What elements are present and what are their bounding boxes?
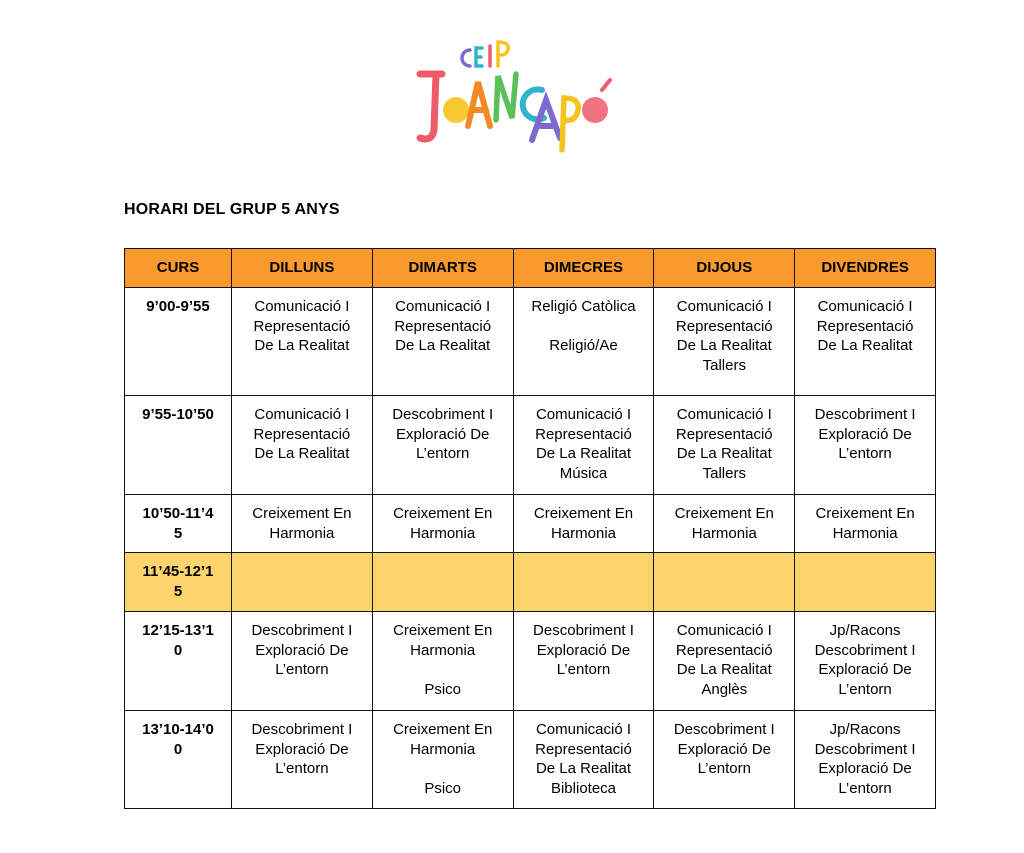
school-logo: [412, 38, 617, 156]
header-dilluns: DILLUNS: [232, 249, 373, 288]
schedule-cell: Descobriment I Exploració De L’entorn: [513, 612, 654, 711]
schedule-cell: Jp/Racons Descobriment I Exploració De L’entorn: [795, 612, 936, 711]
schedule-cell: [795, 553, 936, 612]
header-dimarts: DIMARTS: [372, 249, 513, 288]
schedule-cell: Comunicació I Representació De La Realitat: [232, 396, 373, 495]
header-dimecres: DIMECRES: [513, 249, 654, 288]
schedule-cell: Comunicació I Representació De La Realitat: [372, 288, 513, 396]
schedule-cell: Comunicació I Representació De La Realitat Anglès: [654, 612, 795, 711]
table-row: [125, 396, 936, 495]
schedule-cell: Descobriment I Exploració De L’entorn: [654, 711, 795, 809]
schedule-cell: Descobriment I Exploració De L’entorn: [232, 612, 373, 711]
schedule-cell: Comunicació I Representació De La Realitat Música: [513, 396, 654, 495]
schedule-cell: Comunicació I Representació De La Realitat: [232, 288, 373, 396]
schedule-cell: Comunicació I Representació De La Realitat Tallers: [654, 396, 795, 495]
schedule-cell: Descobriment I Exploració De L’entorn: [372, 396, 513, 495]
header-row: [125, 249, 936, 288]
schedule-cell: [654, 553, 795, 612]
schedule-cell: Creixement En Harmonia: [513, 495, 654, 553]
schedule-cell: Creixement En Harmonia: [795, 495, 936, 553]
schedule-cell: Descobriment I Exploració De L’entorn: [232, 711, 373, 809]
time-cell: 13’10-14’0 0: [125, 711, 232, 809]
time-cell: 10’50-11’4 5: [125, 495, 232, 553]
schedule-cell: Creixement En Harmonia: [372, 495, 513, 553]
schedule-cell: Descobriment I Exploració De L’entorn: [795, 396, 936, 495]
break-row: [125, 553, 936, 612]
table-row: [125, 288, 936, 396]
time-cell: 12’15-13’1 0: [125, 612, 232, 711]
schedule-cell: Creixement En Harmonia Psico: [372, 612, 513, 711]
schedule-cell: [232, 553, 373, 612]
schedule-cell: Religió Catòlica Religió/Ae: [513, 288, 654, 396]
header-divendres: DIVENDRES: [795, 249, 936, 288]
schedule-table: [124, 248, 936, 809]
table-row: [125, 612, 936, 711]
schedule-cell: Creixement En Harmonia: [654, 495, 795, 553]
time-cell: 9’00-9’55: [125, 288, 232, 396]
header-curs: CURS: [125, 249, 232, 288]
schedule-cell: Comunicació I Representació De La Realitat Tallers: [654, 288, 795, 396]
header-dijous: DIJOUS: [654, 249, 795, 288]
schedule-cell: Comunicació I Representació De La Realitat: [795, 288, 936, 396]
time-cell: 11’45-12’1 5: [125, 553, 232, 612]
schedule-cell: Creixement En Harmonia Psico: [372, 711, 513, 809]
schedule-cell: [372, 553, 513, 612]
schedule-cell: Comunicació I Representació De La Realitat Biblioteca: [513, 711, 654, 809]
schedule-cell: Jp/Racons Descobriment I Exploració De L’entorn: [795, 711, 936, 809]
schedule-cell: Creixement En Harmonia: [232, 495, 373, 553]
time-cell: 9’55-10’50: [125, 396, 232, 495]
schedule-cell: [513, 553, 654, 612]
table-row: [125, 711, 936, 809]
table-row: [125, 495, 936, 553]
page-title: HORARI DEL GRUP 5 ANYS: [124, 201, 340, 218]
